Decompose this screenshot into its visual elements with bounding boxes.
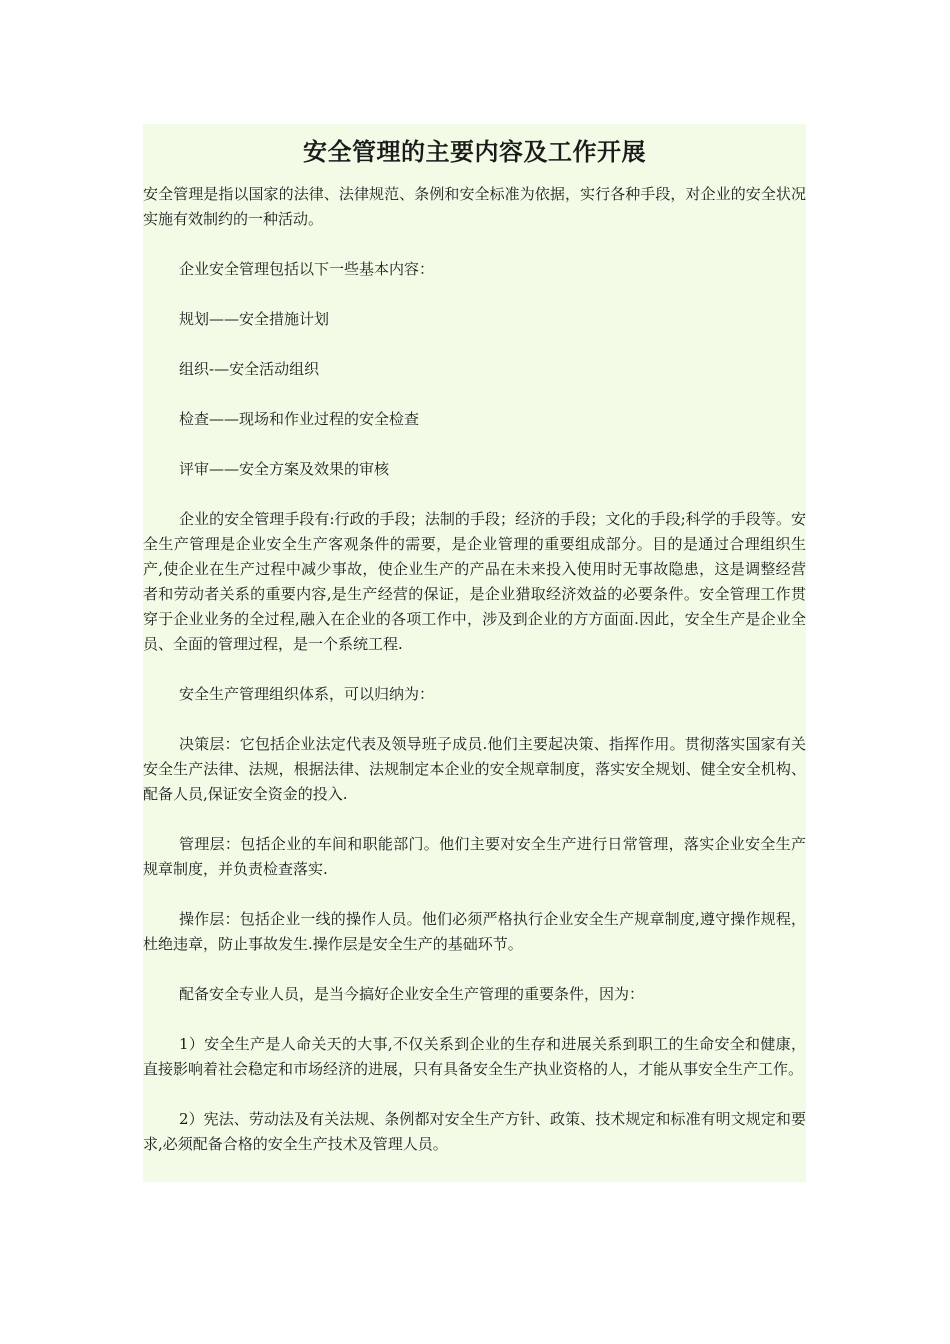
- paragraph-management-means: 企业的安全管理手段有:行政的手段；法制的手段；经济的手段；文化的手段;科学的手段等。安全生产管理是企业安全生产客观条件的需要，是企业管理的重要组成部分。目的是通过合理组织生产,使企业在生产过程中减少事故，使企业生产的产品在未来投入使用时无事故隐患，这是调整经营者和劳动者关系的重要内容,是生产经营的保证，是企业猎取经济效益的必要条件。安全管理工作贯穿于企业业务的全过程,融入在企业的各项工作中，涉及到企业的方方面面.因此，安全生产是企业全员、全面的管理过程，是一个系统工程.: [143, 510, 806, 653]
- paragraph-inspection: 检查——现场和作业过程的安全检查: [179, 410, 420, 428]
- paragraph-planning: 规划——安全措施计划: [179, 310, 330, 328]
- paragraph-basic-content-intro: 企业安全管理包括以下一些基本内容：: [179, 260, 435, 278]
- paragraph-definition: 安全管理是指以国家的法律、法律规范、条例和安全标准为依据，实行各种手段，对企业的安全状况实施有效制约的一种活动。: [143, 185, 806, 228]
- paragraph-organization: 组织-—安全活动组织: [179, 360, 320, 378]
- paragraph-management-layer: 管理层：包括企业的车间和职能部门。他们主要对安全生产进行日常管理，落实企业安全生产规章制度，并负责检查落实.: [143, 835, 806, 878]
- paragraph-organization-system: 安全生产管理组织体系，可以归纳为：: [179, 685, 435, 703]
- document-body: [143, 182, 806, 1157]
- paragraph-operation-layer: 操作层：包括企业一线的操作人员。他们必须严格执行企业安全生产规章制度,遵守操作规程，杜绝违章，防止事故发生.操作层是安全生产的基础环节。: [143, 910, 806, 953]
- paragraph-staffing: 配备安全专业人员，是当今搞好企业安全生产管理的重要条件，因为：: [179, 985, 645, 1003]
- document-panel: [143, 124, 806, 1182]
- paragraph-review: 评审——安全方案及效果的审核: [179, 460, 390, 478]
- document-title: 安全管理的主要内容及工作开展: [303, 137, 646, 166]
- paragraph-reason-2: 2）宪法、劳动法及有关法规、条例都对安全生产方针、政策、技术规定和标准有明文规定和要求,必须配备合格的安全生产技术及管理人员。: [143, 1110, 806, 1153]
- paragraph-decision-layer: 决策层：它包括企业法定代表及领导班子成员.他们主要起决策、指挥作用。贯彻落实国家有关安全生产法律、法规，根据法律、法规制定本企业的安全规章制度，落实安全规划、健全安全机构、配备人员,保证安全资金的投入.: [143, 735, 806, 803]
- paragraph-reason-1: 1）安全生产是人命关天的大事,不仅关系到企业的生存和进展关系到职工的生命安全和健康，直接影响着社会稳定和市场经济的进展，只有具备安全生产执业资格的人，才能从事安全生产工作。: [143, 1035, 806, 1078]
